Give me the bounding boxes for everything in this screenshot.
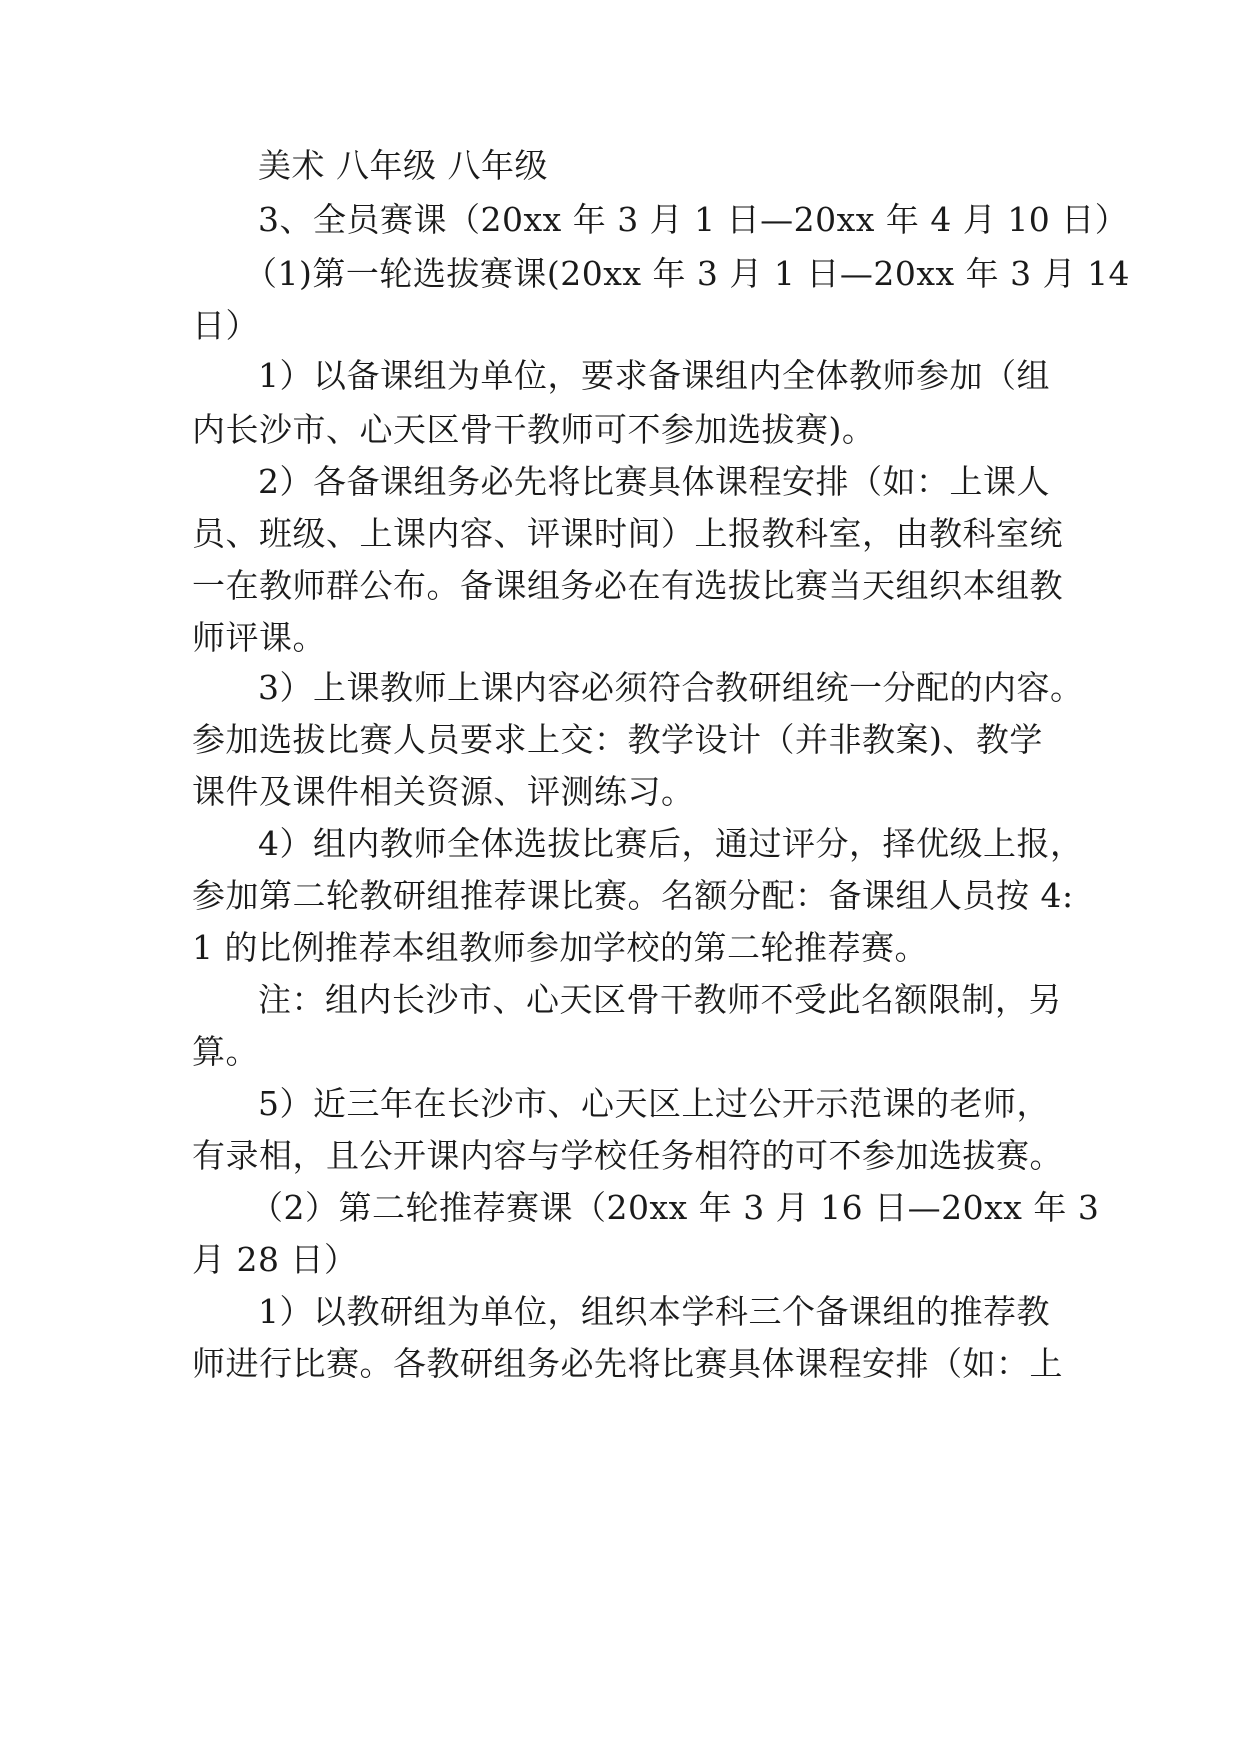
text-line: 参加选拔比赛人员要求上交：教学设计（并非教案)、教学 bbox=[192, 720, 1043, 759]
text-line: 师评课。 bbox=[192, 618, 326, 657]
text-line: 5）近三年在长沙市、心天区上过公开示范课的老师， bbox=[258, 1084, 1050, 1123]
text-line: 日） bbox=[192, 306, 259, 345]
text-line: 一在教师群公布。备课组务必在有选拔比赛当天组织本组教 bbox=[192, 566, 1063, 605]
text-line: 参加第二轮教研组推荐课比赛。名额分配：备课组人员按 4: bbox=[192, 876, 1074, 915]
text-line: 员、班级、上课内容、评课时间）上报教科室，由教科室统 bbox=[192, 514, 1063, 553]
text-line: 2）各备课组务必先将比赛具体课程安排（如：上课人 bbox=[258, 462, 1050, 501]
note-line: 算。 bbox=[192, 1032, 259, 1071]
text-line: 课件及课件相关资源、评测练习。 bbox=[192, 772, 695, 811]
text-line: 1）以教研组为单位，组织本学科三个备课组的推荐教 bbox=[258, 1292, 1050, 1331]
text-line: 内长沙市、心天区骨干教师可不参加选拔赛)。 bbox=[192, 410, 876, 449]
text-line: 有录相，且公开课内容与学校任务相符的可不参加选拔赛。 bbox=[192, 1136, 1063, 1175]
text-line: 师进行比赛。各教研组务必先将比赛具体课程安排（如：上 bbox=[192, 1344, 1063, 1383]
text-line: 1）以备课组为单位，要求备课组内全体教师参加（组 bbox=[258, 356, 1050, 395]
text-line: 月 28 日） bbox=[192, 1240, 358, 1279]
section-heading: 3、全员赛课（20xx 年 3 月 1 日—20xx 年 4 月 10 日） bbox=[258, 200, 1129, 239]
text-line: 4）组内教师全体选拔比赛后，通过评分，择优级上报， bbox=[258, 824, 1084, 863]
subject-grade-line: 美术 八年级 八年级 bbox=[258, 146, 548, 185]
text-line: 3）上课教师上课内容必须符合教研组统一分配的内容。 bbox=[258, 668, 1084, 707]
subsection-heading: （1)第一轮选拔赛课(20xx 年 3 月 1 日—20xx 年 3 月 14 bbox=[244, 254, 1131, 293]
text-line: 1 的比例推荐本组教师参加学校的第二轮推荐赛。 bbox=[192, 928, 928, 967]
subsection-heading: （2）第二轮推荐赛课（20xx 年 3 月 16 日—20xx 年 3 bbox=[250, 1188, 1100, 1227]
note-line: 注：组内长沙市、心天区骨干教师不受此名额限制，另 bbox=[258, 980, 1062, 1019]
